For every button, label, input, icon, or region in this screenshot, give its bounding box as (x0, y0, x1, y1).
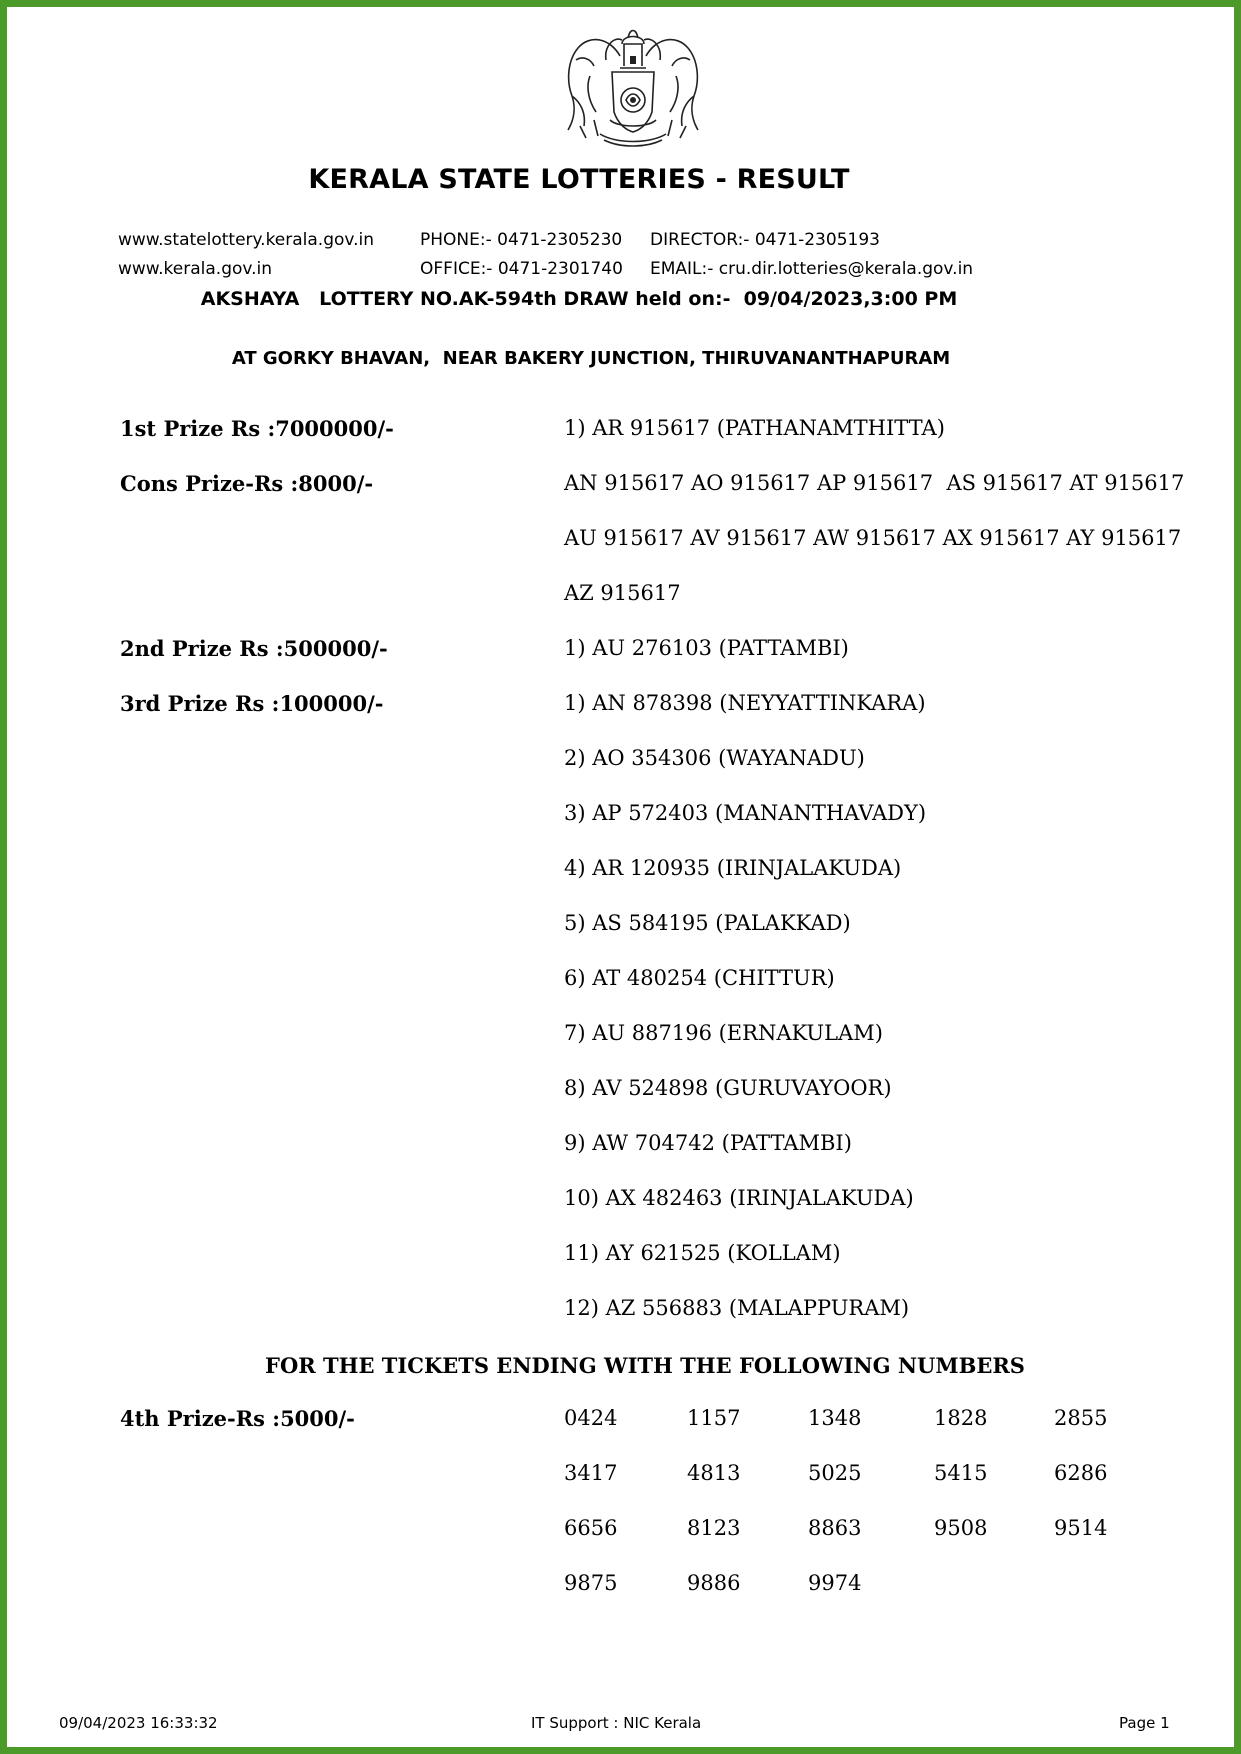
third-prize-winner: 8) AV 524898 (GURUVAYOOR) (564, 1076, 892, 1100)
fourth-prize-number: 8863 (808, 1516, 862, 1540)
third-prize-winner: 9) AW 704742 (PATTAMBI) (564, 1131, 852, 1155)
fourth-prize-number: 9875 (564, 1571, 618, 1595)
fourth-prize-number: 3417 (564, 1461, 618, 1485)
first-prize-winner: 1) AR 915617 (PATHANAMTHITTA) (564, 416, 945, 440)
footer-page-number: Page 1 (1119, 1714, 1170, 1732)
fourth-prize-number: 9508 (934, 1516, 988, 1540)
phone-number: PHONE:- 0471-2305230 (420, 230, 623, 250)
consolation-line: AZ 915617 (564, 581, 681, 605)
third-prize-winner: 3) AP 572403 (MANANTHAVADY) (564, 801, 927, 825)
draw-details: AKSHAYA LOTTERY NO.AK-594th DRAW held on:- 09/04/2023,3:00 PM (200, 288, 958, 310)
email-address[interactable]: EMAIL:- cru.dir.lotteries@kerala.gov.in (650, 259, 974, 279)
footer-timestamp: 09/04/2023 16:33:32 (59, 1714, 218, 1732)
third-prize-winner: 5) AS 584195 (PALAKKAD) (564, 911, 851, 935)
fourth-prize-number: 8123 (687, 1516, 741, 1540)
second-prize-label: 2nd Prize Rs :500000/- (120, 636, 388, 661)
draw-venue: AT GORKY BHAVAN, NEAR BAKERY JUNCTION, THIRUVANANTHAPURAM (231, 348, 951, 369)
page-title: KERALA STATE LOTTERIES - RESULT (308, 164, 850, 195)
third-prize-winner: 4) AR 120935 (IRINJALAKUDA) (564, 856, 902, 880)
fourth-prize-number: 9974 (808, 1571, 862, 1595)
third-prize-winner: 11) AY 621525 (KOLLAM) (564, 1241, 841, 1265)
third-prize-winner: 7) AU 887196 (ERNAKULAM) (564, 1021, 883, 1045)
third-prize-winner: 2) AO 354306 (WAYANADU) (564, 746, 865, 770)
office-number: OFFICE:- 0471-2301740 (420, 259, 623, 279)
third-prize-winner: 12) AZ 556883 (MALAPPURAM) (564, 1296, 910, 1320)
third-prize-winner: 6) AT 480254 (CHITTUR) (564, 966, 835, 990)
kerala-emblem-icon (560, 16, 706, 152)
fourth-prize-number: 5025 (808, 1461, 862, 1485)
fourth-prize-label: 4th Prize-Rs :5000/- (120, 1406, 355, 1431)
consolation-prize-label: Cons Prize-Rs :8000/- (120, 471, 374, 496)
director-number: DIRECTOR:- 0471-2305193 (650, 230, 880, 250)
fourth-prize-number: 1157 (687, 1406, 741, 1430)
fourth-prize-number: 5415 (934, 1461, 988, 1485)
fourth-prize-number: 2855 (1054, 1406, 1108, 1430)
website-link[interactable]: www.statelottery.kerala.gov.in (118, 230, 375, 250)
footer-support: IT Support : NIC Kerala (531, 1714, 702, 1732)
fourth-prize-number: 6656 (564, 1516, 618, 1540)
third-prize-winner: 10) AX 482463 (IRINJALAKUDA) (564, 1186, 914, 1210)
fourth-prize-number: 0424 (564, 1406, 618, 1430)
third-prize-label: 3rd Prize Rs :100000/- (120, 691, 384, 716)
fourth-prize-number: 9514 (1054, 1516, 1108, 1540)
consolation-line: AN 915617 AO 915617 AP 915617 AS 915617 AT 915617 (564, 471, 1185, 495)
fourth-prize-number: 1828 (934, 1406, 988, 1430)
fourth-prize-number: 6286 (1054, 1461, 1108, 1485)
ending-numbers-heading: FOR THE TICKETS ENDING WITH THE FOLLOWING NUMBERS (265, 1353, 1025, 1378)
fourth-prize-number: 4813 (687, 1461, 741, 1485)
website-link-secondary[interactable]: www.kerala.gov.in (118, 259, 273, 279)
consolation-line: AU 915617 AV 915617 AW 915617 AX 915617 AY 915617 (564, 526, 1182, 550)
first-prize-label: 1st Prize Rs :7000000/- (120, 416, 394, 441)
fourth-prize-number: 1348 (808, 1406, 862, 1430)
second-prize-winner: 1) AU 276103 (PATTAMBI) (564, 636, 849, 660)
third-prize-winner: 1) AN 878398 (NEYYATTINKARA) (564, 691, 926, 715)
fourth-prize-number: 9886 (687, 1571, 741, 1595)
